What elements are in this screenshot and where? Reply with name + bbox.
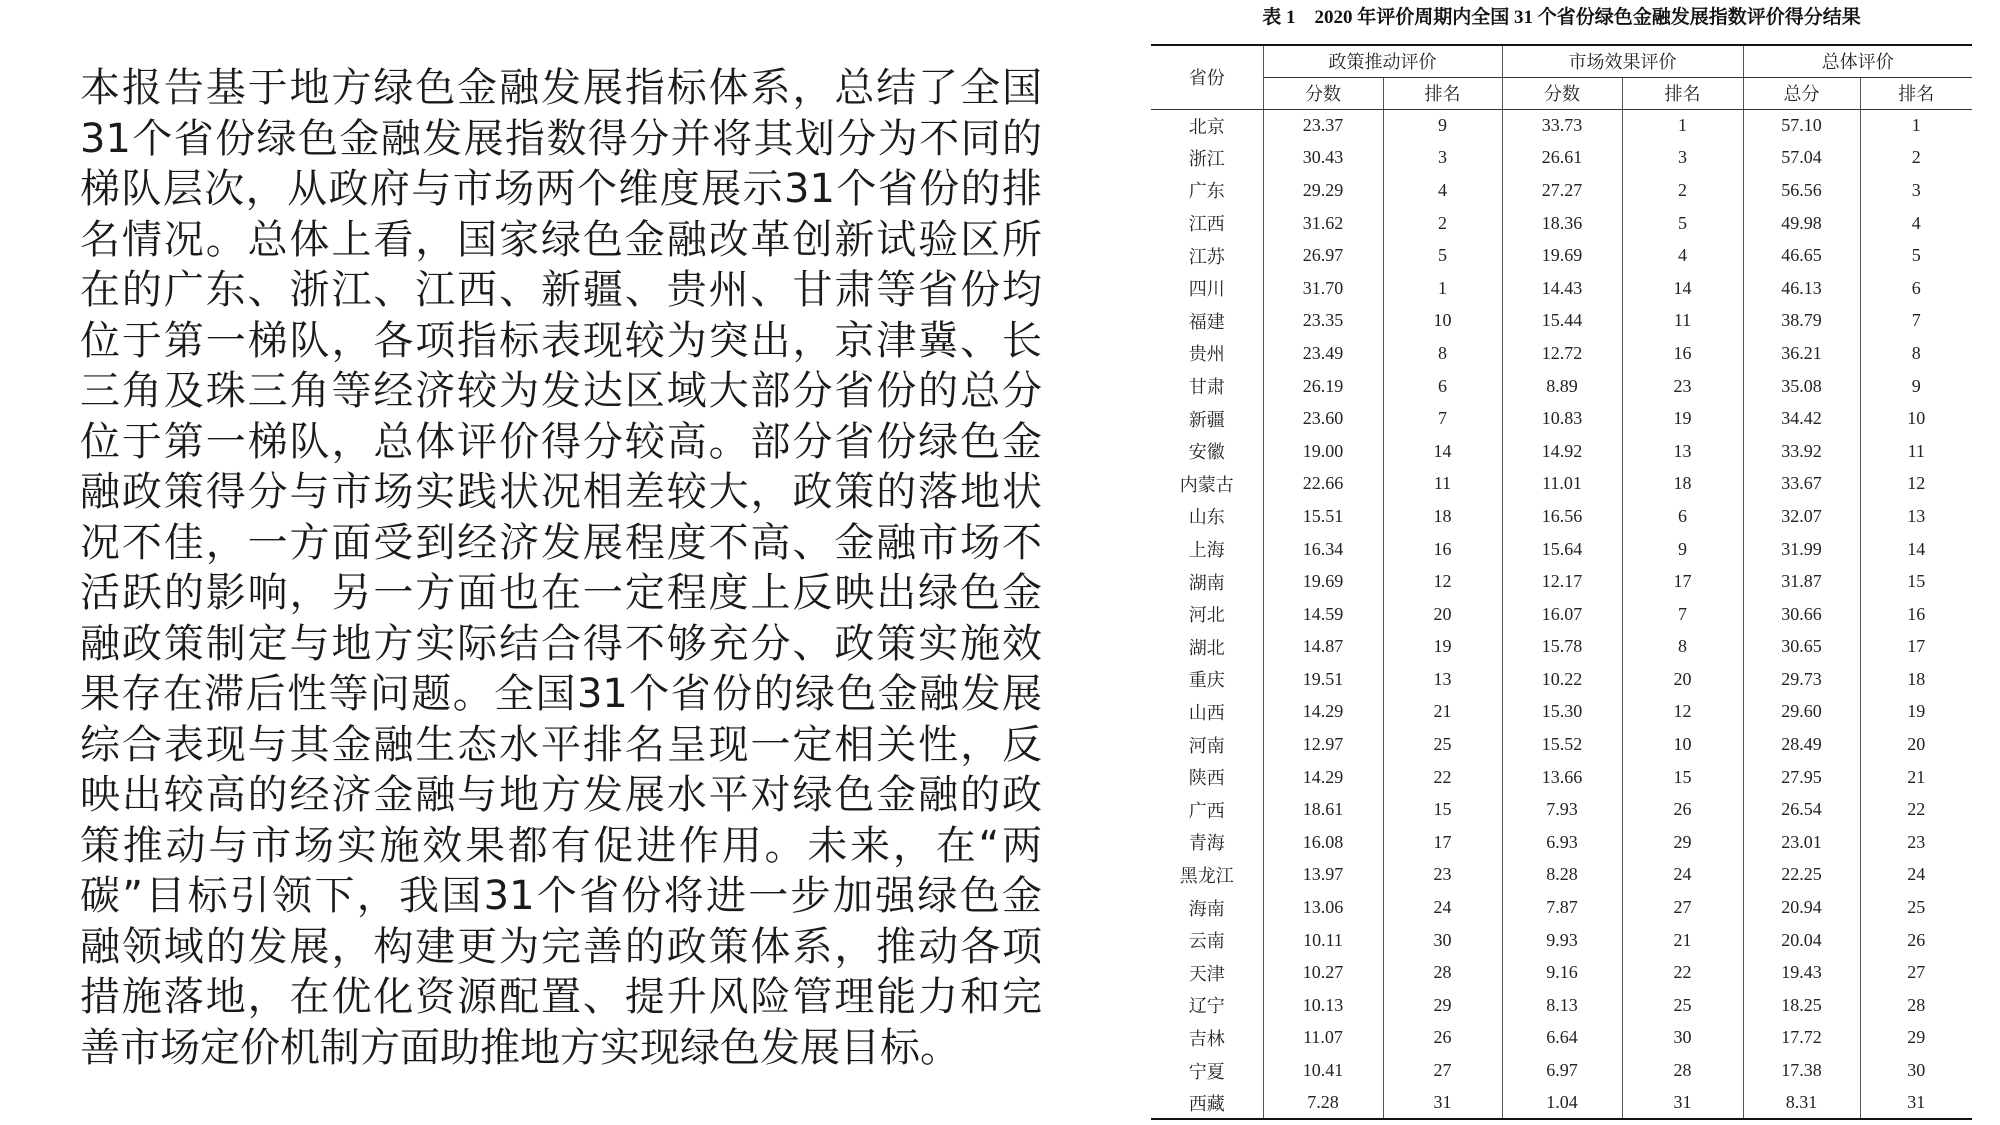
header-policy-group: 政策推动评价 xyxy=(1263,45,1502,77)
cell-total-rank: 7 xyxy=(1860,305,1972,338)
cell-total-rank: 27 xyxy=(1860,956,1972,989)
cell-market-score: 11.01 xyxy=(1502,468,1622,501)
table-row xyxy=(1151,435,1972,468)
cell-total-rank: 5 xyxy=(1860,239,1972,272)
cell-total-score: 31.99 xyxy=(1743,533,1860,566)
cell-policy-rank: 24 xyxy=(1383,891,1502,924)
cell-policy-rank: 6 xyxy=(1383,370,1502,403)
cell-total-rank: 1 xyxy=(1860,109,1972,142)
cell-total-rank: 15 xyxy=(1860,565,1972,598)
cell-province: 辽宁 xyxy=(1188,996,1225,1017)
cell-total-score: 30.66 xyxy=(1743,598,1860,631)
cell-total-rank: 12 xyxy=(1860,468,1972,501)
cell-policy-score: 13.97 xyxy=(1263,859,1383,892)
cell-total-score: 28.49 xyxy=(1743,728,1860,761)
cell-total-rank: 11 xyxy=(1860,435,1972,468)
cell-policy-rank: 13 xyxy=(1383,663,1502,696)
cell-total-score: 27.95 xyxy=(1743,761,1860,794)
cell-market-score: 14.43 xyxy=(1502,272,1622,305)
cell-market-rank: 20 xyxy=(1622,663,1743,696)
cell-total-score: 17.38 xyxy=(1743,1054,1860,1087)
cell-market-rank: 6 xyxy=(1622,500,1743,533)
cell-policy-score: 18.61 xyxy=(1263,793,1383,826)
cell-policy-score: 26.97 xyxy=(1263,239,1383,272)
table-row xyxy=(1151,663,1972,696)
cell-total-score: 29.73 xyxy=(1743,663,1860,696)
cell-market-rank: 22 xyxy=(1622,956,1743,989)
cell-market-rank: 13 xyxy=(1622,435,1743,468)
header-province: 省份 xyxy=(1151,45,1263,109)
cell-province: 福建 xyxy=(1188,311,1225,332)
cell-policy-rank: 19 xyxy=(1383,631,1502,664)
cell-total-score: 49.98 xyxy=(1743,207,1860,240)
cell-policy-score: 23.35 xyxy=(1263,305,1383,338)
cell-policy-rank: 4 xyxy=(1383,174,1502,207)
cell-market-score: 14.92 xyxy=(1502,435,1622,468)
cell-policy-score: 12.97 xyxy=(1263,728,1383,761)
paragraph-line: 在的广东、浙江、江西、新疆、贵州、甘肃等省份均 xyxy=(80,267,1042,313)
cell-market-score: 16.07 xyxy=(1502,598,1622,631)
cell-policy-score: 19.00 xyxy=(1263,435,1383,468)
cell-policy-score: 14.29 xyxy=(1263,696,1383,729)
cell-market-score: 10.22 xyxy=(1502,663,1622,696)
table-row xyxy=(1151,924,1972,957)
cell-total-rank: 28 xyxy=(1860,989,1972,1022)
cell-policy-score: 23.60 xyxy=(1263,402,1383,435)
table-row xyxy=(1151,956,1972,989)
table-row xyxy=(1151,337,1972,370)
cell-market-score: 10.83 xyxy=(1502,402,1622,435)
cell-market-score: 15.78 xyxy=(1502,631,1622,664)
cell-policy-score: 29.29 xyxy=(1263,174,1383,207)
cell-province: 新疆 xyxy=(1188,409,1225,430)
cell-market-rank: 28 xyxy=(1622,1054,1743,1087)
cell-total-rank: 14 xyxy=(1860,533,1972,566)
cell-policy-rank: 3 xyxy=(1383,142,1502,175)
score-table xyxy=(1151,44,1972,1120)
cell-province: 黑龙江 xyxy=(1179,865,1234,886)
cell-total-rank: 20 xyxy=(1860,728,1972,761)
cell-policy-rank: 21 xyxy=(1383,696,1502,729)
table-row xyxy=(1151,272,1972,305)
cell-province: 上海 xyxy=(1188,540,1225,561)
cell-market-score: 9.16 xyxy=(1502,956,1622,989)
cell-policy-rank: 28 xyxy=(1383,956,1502,989)
cell-province: 河北 xyxy=(1188,605,1225,626)
cell-total-rank: 26 xyxy=(1860,924,1972,957)
cell-policy-rank: 7 xyxy=(1383,402,1502,435)
cell-province: 安徽 xyxy=(1188,442,1225,463)
subheader-total-rank: 排名 xyxy=(1860,77,1972,109)
cell-market-rank: 2 xyxy=(1622,174,1743,207)
cell-province: 青海 xyxy=(1188,833,1225,854)
cell-total-rank: 2 xyxy=(1860,142,1972,175)
cell-market-rank: 1 xyxy=(1622,109,1743,142)
paragraph-line: 位于第一梯队，总体评价得分较高。部分省份绿色金 xyxy=(80,418,1042,465)
table-row xyxy=(1151,793,1972,826)
cell-market-score: 16.56 xyxy=(1502,500,1622,533)
cell-province: 内蒙古 xyxy=(1179,474,1234,495)
cell-policy-rank: 23 xyxy=(1383,859,1502,892)
cell-market-rank: 31 xyxy=(1622,1087,1743,1120)
cell-market-rank: 10 xyxy=(1622,728,1743,761)
cell-total-rank: 8 xyxy=(1860,337,1972,370)
paragraph-line: 融领域的发展，构建更为完善的政策体系，推动各项 xyxy=(80,923,1042,970)
cell-total-score: 57.04 xyxy=(1743,142,1860,175)
paragraph-line: 措施落地，在优化资源配置、提升风险管理能力和完 xyxy=(80,974,1042,1020)
cell-province: 浙江 xyxy=(1188,148,1225,169)
cell-total-rank: 19 xyxy=(1860,696,1972,729)
cell-province: 湖北 xyxy=(1188,637,1225,658)
table-row xyxy=(1151,989,1972,1022)
cell-total-score: 33.92 xyxy=(1743,435,1860,468)
cell-market-rank: 12 xyxy=(1622,696,1743,729)
table-caption: 表 1 2020 年评价周期内全国 31 个省份绿色金融发展指数评价得分结果 xyxy=(1262,7,1861,28)
cell-policy-score: 7.28 xyxy=(1263,1087,1383,1120)
paragraph-line: 位于第一梯队，各项指标表现较为突出，京津冀、长 xyxy=(80,317,1042,364)
cell-total-rank: 4 xyxy=(1860,207,1972,240)
cell-policy-rank: 14 xyxy=(1383,435,1502,468)
cell-policy-score: 19.69 xyxy=(1263,565,1383,598)
cell-policy-score: 26.19 xyxy=(1263,370,1383,403)
cell-province: 陕西 xyxy=(1188,768,1225,789)
cell-market-score: 26.61 xyxy=(1502,142,1622,175)
cell-total-score: 31.87 xyxy=(1743,565,1860,598)
cell-total-score: 38.79 xyxy=(1743,305,1860,338)
table-row xyxy=(1151,631,1972,664)
cell-policy-rank: 10 xyxy=(1383,305,1502,338)
cell-market-score: 19.69 xyxy=(1502,239,1622,272)
cell-province: 广西 xyxy=(1188,800,1225,821)
cell-market-rank: 3 xyxy=(1622,142,1743,175)
paragraph-line: 碳”目标引领下，我国31个省份将进一步加强绿色金 xyxy=(80,873,1042,919)
cell-market-rank: 26 xyxy=(1622,793,1743,826)
cell-policy-score: 10.41 xyxy=(1263,1054,1383,1087)
cell-market-rank: 30 xyxy=(1622,1022,1743,1055)
cell-policy-score: 15.51 xyxy=(1263,500,1383,533)
cell-province: 山东 xyxy=(1188,507,1225,528)
cell-market-rank: 11 xyxy=(1622,305,1743,338)
cell-policy-score: 14.59 xyxy=(1263,598,1383,631)
cell-market-rank: 23 xyxy=(1622,370,1743,403)
cell-policy-score: 31.70 xyxy=(1263,272,1383,305)
cell-province: 河南 xyxy=(1188,735,1225,756)
cell-market-rank: 29 xyxy=(1622,826,1743,859)
cell-market-score: 18.36 xyxy=(1502,207,1622,240)
table-body xyxy=(1151,109,1972,1119)
cell-policy-score: 10.11 xyxy=(1263,924,1383,957)
cell-total-rank: 24 xyxy=(1860,859,1972,892)
cell-market-score: 6.97 xyxy=(1502,1054,1622,1087)
cell-market-score: 12.17 xyxy=(1502,565,1622,598)
table-row xyxy=(1151,598,1972,631)
cell-province: 西藏 xyxy=(1188,1093,1225,1114)
table-row xyxy=(1151,500,1972,533)
cell-policy-rank: 18 xyxy=(1383,500,1502,533)
header-overall-group: 总体评价 xyxy=(1743,45,1972,77)
cell-market-score: 7.87 xyxy=(1502,891,1622,924)
cell-market-score: 9.93 xyxy=(1502,924,1622,957)
cell-province: 江苏 xyxy=(1188,246,1225,267)
cell-total-score: 22.25 xyxy=(1743,859,1860,892)
cell-policy-score: 23.49 xyxy=(1263,337,1383,370)
table-row xyxy=(1151,305,1972,338)
cell-total-score: 20.04 xyxy=(1743,924,1860,957)
cell-total-score: 8.31 xyxy=(1743,1087,1860,1120)
cell-market-rank: 15 xyxy=(1622,761,1743,794)
cell-total-rank: 6 xyxy=(1860,272,1972,305)
cell-policy-rank: 16 xyxy=(1383,533,1502,566)
table-row xyxy=(1151,402,1972,435)
cell-total-rank: 9 xyxy=(1860,370,1972,403)
table-header xyxy=(1151,45,1972,109)
cell-total-rank: 18 xyxy=(1860,663,1972,696)
cell-total-score: 17.72 xyxy=(1743,1022,1860,1055)
cell-market-score: 15.64 xyxy=(1502,533,1622,566)
table-row xyxy=(1151,142,1972,175)
cell-province: 四川 xyxy=(1188,279,1225,300)
cell-total-rank: 21 xyxy=(1860,761,1972,794)
cell-policy-score: 16.08 xyxy=(1263,826,1383,859)
cell-province: 北京 xyxy=(1188,116,1225,137)
cell-policy-score: 10.27 xyxy=(1263,956,1383,989)
cell-total-score: 32.07 xyxy=(1743,500,1860,533)
table-row xyxy=(1151,728,1972,761)
cell-total-rank: 31 xyxy=(1860,1087,1972,1120)
cell-policy-rank: 20 xyxy=(1383,598,1502,631)
cell-total-score: 57.10 xyxy=(1743,109,1860,142)
cell-province: 贵州 xyxy=(1188,344,1225,365)
cell-market-score: 8.89 xyxy=(1502,370,1622,403)
table-row xyxy=(1151,174,1972,207)
subheader-market-rank: 排名 xyxy=(1622,77,1743,109)
cell-policy-score: 13.06 xyxy=(1263,891,1383,924)
cell-market-rank: 25 xyxy=(1622,989,1743,1022)
cell-total-score: 18.25 xyxy=(1743,989,1860,1022)
cell-policy-rank: 2 xyxy=(1383,207,1502,240)
cell-policy-rank: 5 xyxy=(1383,239,1502,272)
cell-market-score: 6.93 xyxy=(1502,826,1622,859)
cell-province: 湖南 xyxy=(1188,572,1225,593)
cell-total-score: 35.08 xyxy=(1743,370,1860,403)
cell-total-rank: 10 xyxy=(1860,402,1972,435)
cell-market-score: 15.44 xyxy=(1502,305,1622,338)
cell-market-rank: 5 xyxy=(1622,207,1743,240)
cell-policy-score: 31.62 xyxy=(1263,207,1383,240)
cell-policy-score: 14.87 xyxy=(1263,631,1383,664)
table-row xyxy=(1151,565,1972,598)
cell-province: 宁夏 xyxy=(1188,1061,1225,1082)
cell-market-rank: 17 xyxy=(1622,565,1743,598)
paragraph-line: 善市场定价机制方面助推地方实现绿色发展目标。 xyxy=(80,1024,960,1071)
paragraph-line: 活跃的影响，另一方面也在一定程度上反映出绿色金 xyxy=(80,570,1042,616)
cell-policy-rank: 9 xyxy=(1383,109,1502,142)
cell-policy-rank: 12 xyxy=(1383,565,1502,598)
paragraph-line: 况不佳，一方面受到经济发展程度不高、金融市场不 xyxy=(80,519,1042,566)
cell-market-score: 8.28 xyxy=(1502,859,1622,892)
cell-total-rank: 13 xyxy=(1860,500,1972,533)
table-row xyxy=(1151,1054,1972,1087)
cell-total-rank: 22 xyxy=(1860,793,1972,826)
cell-total-score: 30.65 xyxy=(1743,631,1860,664)
subheader-policy-score: 分数 xyxy=(1263,77,1383,109)
cell-market-score: 33.73 xyxy=(1502,109,1622,142)
cell-market-rank: 19 xyxy=(1622,402,1743,435)
table-row xyxy=(1151,761,1972,794)
paragraph-line: 名情况。总体上看，国家绿色金融改革创新试验区所 xyxy=(80,216,1042,263)
paragraph-line: 梯队层次，从政府与市场两个维度展示31个省份的排 xyxy=(80,166,1042,212)
cell-total-rank: 25 xyxy=(1860,891,1972,924)
table-row xyxy=(1151,859,1972,892)
cell-province: 重庆 xyxy=(1188,670,1225,691)
cell-policy-rank: 30 xyxy=(1383,924,1502,957)
paragraph-line: 融政策得分与市场实践状况相差较大，政策的落地状 xyxy=(80,469,1042,515)
cell-total-score: 36.21 xyxy=(1743,337,1860,370)
table-row xyxy=(1151,696,1972,729)
table-row xyxy=(1151,239,1972,272)
cell-policy-score: 30.43 xyxy=(1263,142,1383,175)
table-row xyxy=(1151,891,1972,924)
cell-policy-rank: 17 xyxy=(1383,826,1502,859)
cell-market-rank: 27 xyxy=(1622,891,1743,924)
cell-total-score: 46.13 xyxy=(1743,272,1860,305)
cell-market-score: 7.93 xyxy=(1502,793,1622,826)
cell-policy-rank: 27 xyxy=(1383,1054,1502,1087)
paragraph-line: 本报告基于地方绿色金融发展指标体系，总结了全国 xyxy=(80,65,1042,111)
cell-total-score: 34.42 xyxy=(1743,402,1860,435)
cell-province: 广东 xyxy=(1188,181,1225,202)
paragraph-line: 融政策制定与地方实际结合得不够充分、政策实施效 xyxy=(80,620,1042,667)
cell-market-rank: 21 xyxy=(1622,924,1743,957)
cell-market-rank: 7 xyxy=(1622,598,1743,631)
cell-market-rank: 4 xyxy=(1622,239,1743,272)
cell-policy-rank: 31 xyxy=(1383,1087,1502,1120)
paragraph-line: 果存在滞后性等问题。全国31个省份的绿色金融发展 xyxy=(80,671,1042,717)
cell-total-rank: 17 xyxy=(1860,631,1972,664)
cell-policy-score: 16.34 xyxy=(1263,533,1383,566)
table-row xyxy=(1151,207,1972,240)
cell-market-score: 27.27 xyxy=(1502,174,1622,207)
cell-market-score: 12.72 xyxy=(1502,337,1622,370)
cell-province: 云南 xyxy=(1188,931,1225,952)
cell-policy-score: 19.51 xyxy=(1263,663,1383,696)
cell-policy-rank: 1 xyxy=(1383,272,1502,305)
cell-total-score: 23.01 xyxy=(1743,826,1860,859)
table-row xyxy=(1151,1022,1972,1055)
table-row xyxy=(1151,109,1972,142)
cell-province: 天津 xyxy=(1188,963,1225,984)
cell-policy-score: 14.29 xyxy=(1263,761,1383,794)
subheader-market-score: 分数 xyxy=(1502,77,1622,109)
cell-market-rank: 8 xyxy=(1622,631,1743,664)
paragraph-line: 三角及珠三角等经济较为发达区域大部分省份的总分 xyxy=(80,368,1042,414)
body-paragraph xyxy=(80,63,1042,1073)
cell-market-score: 8.13 xyxy=(1502,989,1622,1022)
subheader-total-score: 总分 xyxy=(1743,77,1860,109)
table-row xyxy=(1151,826,1972,859)
table-row xyxy=(1151,468,1972,501)
cell-policy-score: 11.07 xyxy=(1263,1022,1383,1055)
cell-total-rank: 16 xyxy=(1860,598,1972,631)
paragraph-line: 映出较高的经济金融与地方发展水平对绿色金融的政 xyxy=(80,772,1042,818)
cell-total-score: 33.67 xyxy=(1743,468,1860,501)
subheader-policy-rank: 排名 xyxy=(1383,77,1502,109)
cell-total-rank: 29 xyxy=(1860,1022,1972,1055)
paragraph-line: 综合表现与其金融生态水平排名呈现一定相关性，反 xyxy=(80,721,1042,768)
cell-market-rank: 16 xyxy=(1622,337,1743,370)
cell-policy-rank: 8 xyxy=(1383,337,1502,370)
cell-market-score: 13.66 xyxy=(1502,761,1622,794)
cell-province: 江西 xyxy=(1188,214,1225,235)
cell-policy-rank: 25 xyxy=(1383,728,1502,761)
cell-total-score: 20.94 xyxy=(1743,891,1860,924)
cell-total-score: 46.65 xyxy=(1743,239,1860,272)
cell-province: 海南 xyxy=(1188,898,1225,919)
cell-total-rank: 30 xyxy=(1860,1054,1972,1087)
cell-policy-score: 22.66 xyxy=(1263,468,1383,501)
paragraph-line: 策推动与市场实施效果都有促进作用。未来，在“两 xyxy=(80,822,1042,869)
cell-market-score: 15.30 xyxy=(1502,696,1622,729)
cell-total-score: 56.56 xyxy=(1743,174,1860,207)
cell-market-rank: 24 xyxy=(1622,859,1743,892)
cell-total-score: 26.54 xyxy=(1743,793,1860,826)
header-market-group: 市场效果评价 xyxy=(1502,45,1743,77)
table-row xyxy=(1151,1087,1972,1120)
cell-policy-score: 23.37 xyxy=(1263,109,1383,142)
cell-market-score: 1.04 xyxy=(1502,1087,1622,1120)
cell-total-rank: 23 xyxy=(1860,826,1972,859)
cell-province: 吉林 xyxy=(1188,1028,1225,1049)
cell-market-rank: 14 xyxy=(1622,272,1743,305)
cell-total-rank: 3 xyxy=(1860,174,1972,207)
paragraph-line: 31个省份绿色金融发展指数得分并将其划分为不同的 xyxy=(80,115,1042,162)
cell-policy-rank: 26 xyxy=(1383,1022,1502,1055)
cell-total-score: 19.43 xyxy=(1743,956,1860,989)
table-row xyxy=(1151,370,1972,403)
cell-province: 山西 xyxy=(1188,702,1225,723)
cell-policy-rank: 22 xyxy=(1383,761,1502,794)
cell-policy-rank: 11 xyxy=(1383,468,1502,501)
cell-market-score: 6.64 xyxy=(1502,1022,1622,1055)
table-row xyxy=(1151,533,1972,566)
cell-total-score: 29.60 xyxy=(1743,696,1860,729)
cell-market-score: 15.52 xyxy=(1502,728,1622,761)
cell-market-rank: 18 xyxy=(1622,468,1743,501)
cell-province: 甘肃 xyxy=(1188,377,1225,398)
cell-policy-score: 10.13 xyxy=(1263,989,1383,1022)
cell-policy-rank: 29 xyxy=(1383,989,1502,1022)
cell-policy-rank: 15 xyxy=(1383,793,1502,826)
cell-market-rank: 9 xyxy=(1622,533,1743,566)
